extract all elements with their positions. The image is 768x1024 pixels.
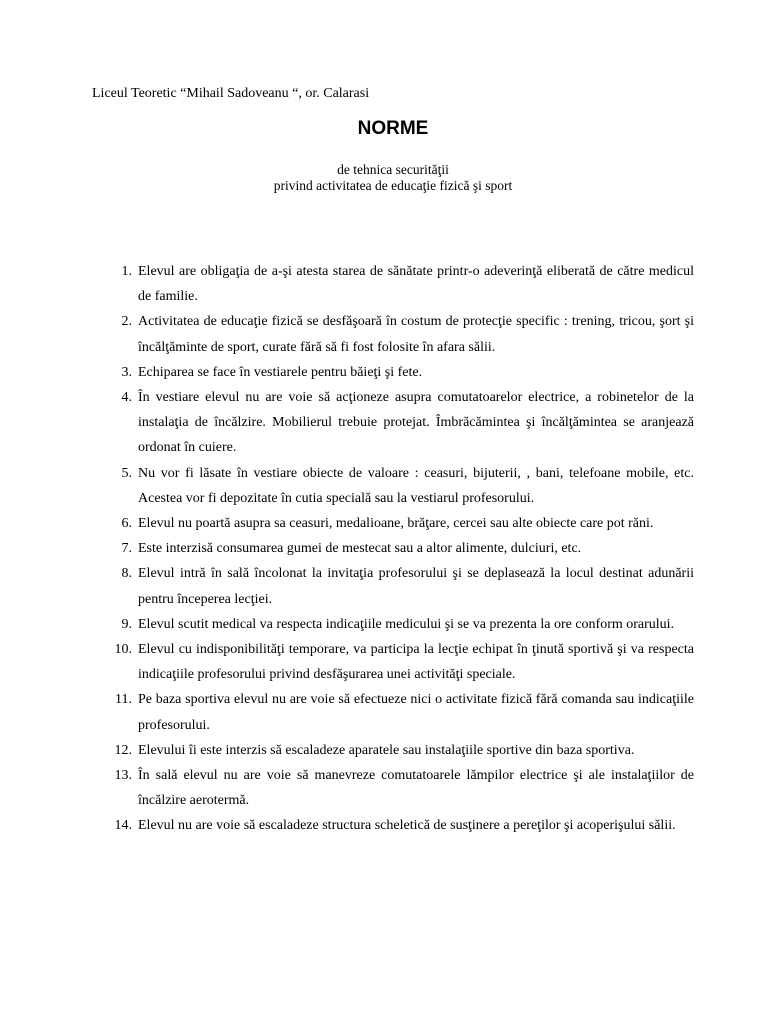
rule-item (110, 511, 694, 536)
rule-text: Nu vor fi lăsate în vestiare obiecte de valoare : ceasuri, bijuterii, , bani, telefoane mobile, etc. Acestea vor fi depozitate în cutia specială sau la vestiarul profesorului. (138, 465, 694, 506)
rules-list (110, 259, 694, 839)
rule-text: În vestiare elevul nu are voie să acţioneze asupra comutatoarelor electrice, a robinetelor de la instalaţia de încălzire. Mobilierul trebuie protejat. Îmbrăcămintea şi încălţămintea se aranjează ordonat în cuiere. (138, 390, 694, 456)
rule-item (110, 536, 694, 561)
rule-text: Elevului îi este interzis să escaladeze aparatele sau instalaţiile sportive din baza sportiva. (138, 742, 635, 758)
rule-number: 11. (115, 692, 132, 708)
school-header: Liceul Teoretic “Mihail Sadoveanu “, or. Calarasi (92, 86, 370, 101)
subtitle-line-2: privind activitatea de educaţie fizică şi sport (273, 178, 513, 193)
rule-item (110, 360, 694, 385)
rule-text: Elevul nu are voie să escaladeze structura scheletică de susţinere a pereţilor şi acoperişului sălii. (138, 818, 676, 834)
rule-item (110, 309, 694, 359)
rule-number: 10. (114, 642, 132, 658)
rule-item (110, 461, 694, 511)
rule-number: 5. (121, 465, 132, 481)
rule-item (110, 738, 694, 763)
rule-item (110, 385, 694, 461)
rule-text: Elevul cu indisponibilităţi temporare, va participa la lecţie echipat în ţinută sportivă şi va respecta indicaţiile profesorului privind desfăşurarea unei activităţi speciale. (138, 642, 694, 683)
rule-number: 8. (121, 566, 132, 582)
rule-text: În sală elevul nu are voie să manevreze comutatoarele lămpilor electrice şi ale instalaţiilor de încălzire aerotermă. (138, 768, 694, 809)
rule-number: 1. (121, 264, 132, 279)
rule-text: Echiparea se face în vestiarele pentru băieţi şi fete. (138, 364, 423, 380)
rule-number: 9. (121, 616, 132, 632)
rule-number: 6. (121, 516, 132, 532)
rule-text: Elevul intră în sală încolonat la invitaţia profesorului şi se deplasează la locul destinat adunării pentru începerea lecţiei. (138, 566, 694, 607)
rule-number: 13. (114, 768, 132, 784)
rule-number: 7. (121, 541, 132, 557)
rule-number: 2. (121, 314, 132, 330)
rule-text: Elevul are obligaţia de a-şi atesta starea de sănătate printr-o adeverinţă eliberată de către medicul de familie. (138, 264, 694, 305)
rule-item (110, 763, 694, 813)
rule-text: Pe baza sportiva elevul nu are voie să efectueze nici o activitate fizică fără comanda sau indicaţiile profesorului. (138, 692, 694, 733)
rule-number: 3. (121, 364, 132, 380)
rule-item (110, 561, 694, 611)
rule-text: Elevul scutit medical va respecta indicaţiile medicului şi se va prezenta la ore conform orarului. (138, 616, 675, 632)
subtitle-line-1: de tehnica securităţii (337, 162, 449, 177)
rule-number: 14. (114, 818, 132, 834)
rule-text: Activitatea de educaţie fizică se desfăşoară în costum de protecţie specific : trening, tricou, şort şi încălţăminte de sport, curate fără să fi fost folosite în afara sălii. (138, 314, 694, 355)
document-title: NORME (357, 118, 429, 139)
rule-item (110, 687, 694, 737)
rule-item (110, 259, 694, 309)
rule-item (110, 813, 694, 838)
rule-number: 4. (121, 390, 132, 406)
rule-text: Este interzisă consumarea gumei de mestecat sau a altor alimente, dulciuri, etc. (138, 541, 582, 557)
rule-item (110, 637, 694, 687)
rule-item (110, 612, 694, 637)
rule-text: Elevul nu poartă asupra sa ceasuri, medalioane, brăţare, cercei sau alte obiecte care pot răni. (138, 516, 654, 532)
rule-number: 12. (114, 742, 132, 758)
document-subtitle (0, 162, 768, 194)
